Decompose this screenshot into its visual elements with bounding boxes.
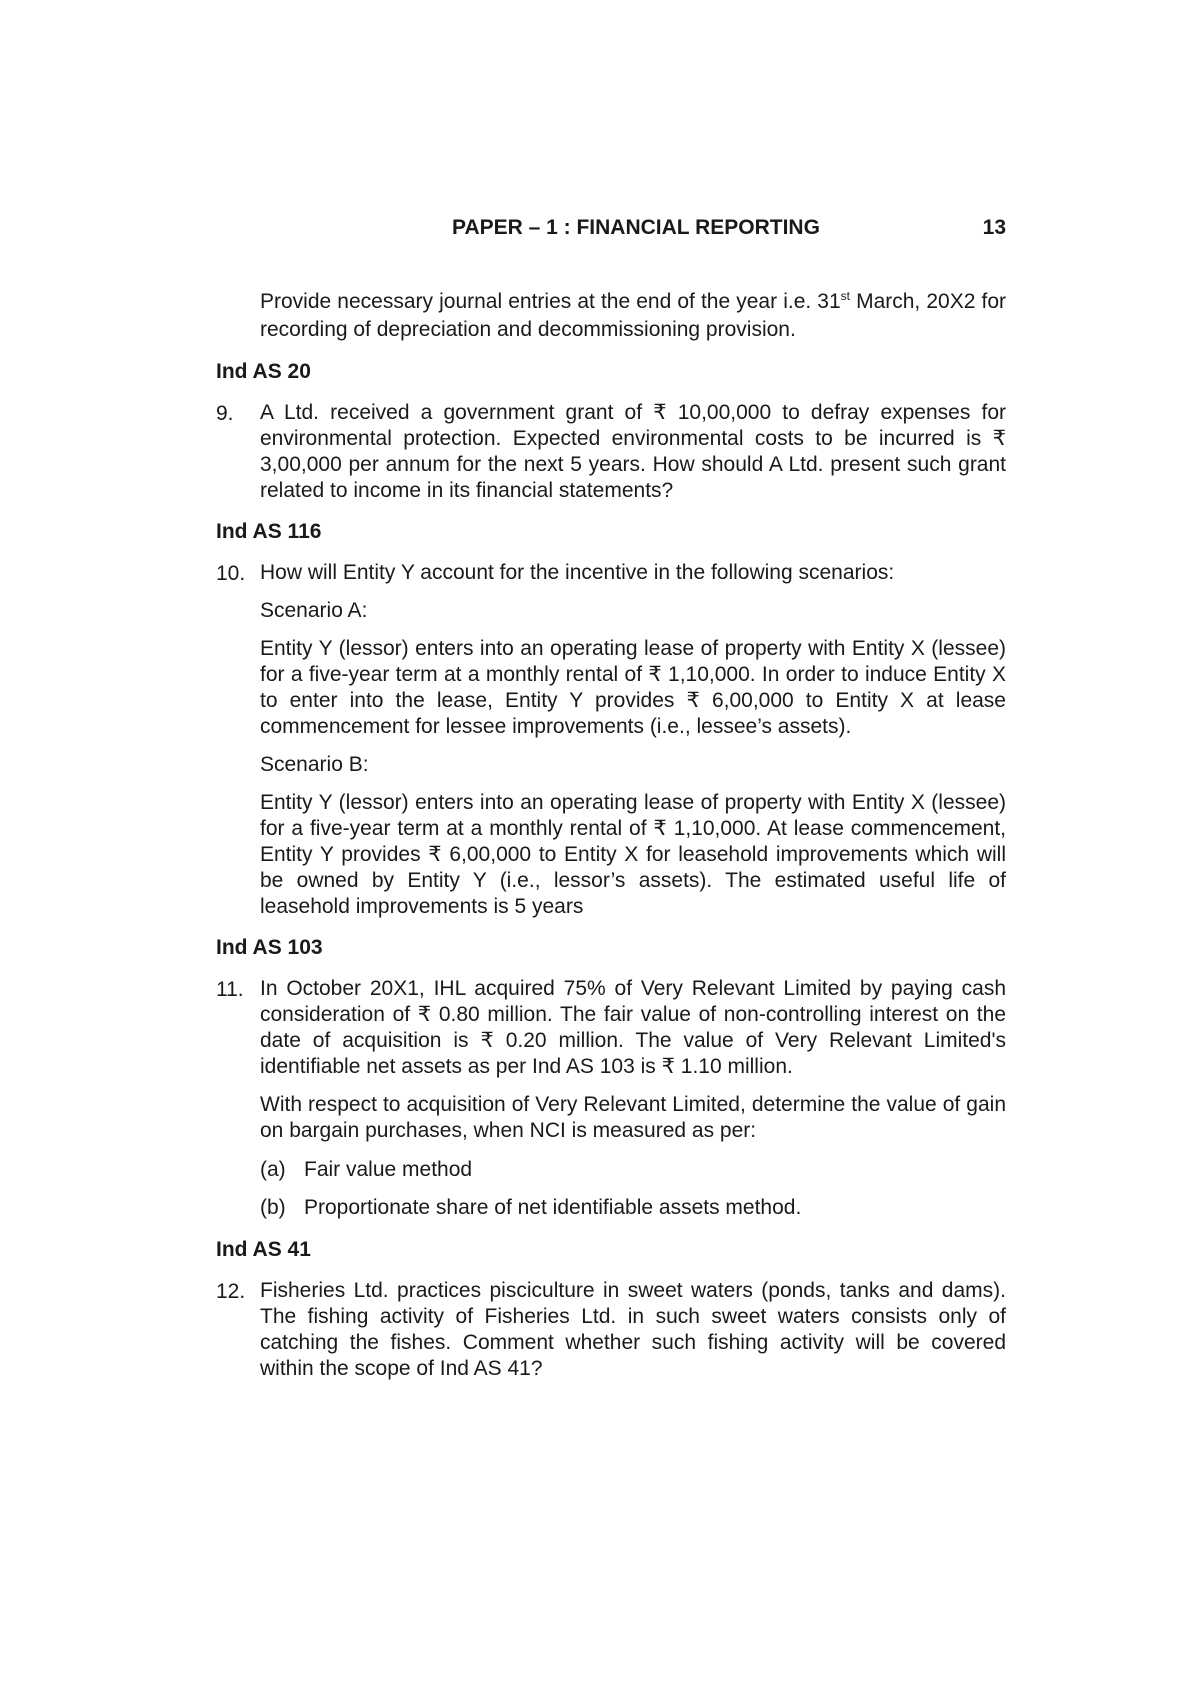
section-heading-ind-as-41: Ind AS 41 (216, 1238, 311, 1261)
question-text: Fisheries Ltd. practices pisciculture in sweet waters (ponds, tanks and dams). The fishing activity of Fisheries Ltd. in such sweet waters consists only of catching the fishes. Comment whether such fishing activity will be covered within the scope of Ind AS 41? (260, 1279, 1006, 1380)
option-label: (b) (260, 1196, 286, 1219)
option-text: Proportionate share of net identifiable assets method. (304, 1196, 802, 1219)
question-number: 10. (216, 562, 246, 585)
paper-title: PAPER – 1 : FINANCIAL REPORTING (452, 216, 820, 239)
question-text: A Ltd. received a government grant of ₹ 10,00,000 to defray expenses for environmental protection. Expected environmental costs to be incurred is ₹ 3,00,000 per annum for the next 5 years. How should A Ltd. present such grant related to income in its financial statements? (260, 401, 1006, 502)
scenario-a-text: Entity Y (lessor) enters into an operating lease of property with Entity X (lessee) for a five-year term at a monthly rental of ₹ 1,10,000. In order to induce Entity X to enter into the lease, Entity Y provides ₹ 6,00,000 to Entity X at lease commencement for lessee improvements (i.e., lessee’s assets). (260, 637, 1006, 738)
page-number: 13 (982, 216, 1006, 239)
question-text: In October 20X1, IHL acquired 75% of Very Relevant Limited by paying cash consideration of ₹ 0.80 million. The fair value of non-controlling interest on the date of acquisition is ₹ 0.20 million. The value of Very Relevant Limited's identifiable net assets as per Ind AS 103 is ₹ 1.10 million. (260, 977, 1006, 1078)
option-label: (a) (260, 1158, 286, 1181)
scenario-b-label: Scenario B: (260, 753, 369, 776)
question-10 (216, 560, 1006, 920)
intro-superscript: st (840, 289, 850, 303)
option-b (260, 1194, 1006, 1222)
question-11 (216, 976, 1006, 1144)
intro-paragraph (260, 288, 1006, 344)
scenario-b-text: Entity Y (lessor) enters into an operating lease of property with Entity X (lessee) for a five-year term at a monthly rental of ₹ 1,10,000. At lease commencement, Entity Y provides ₹ 6,00,000 to Entity X for leasehold improvements which will be owned by Entity Y (i.e., lessor’s assets). The estimated useful life of leasehold improvements is 5 years (260, 791, 1006, 918)
page-content (216, 288, 1006, 1394)
intro-text-before: Provide necessary journal entries at the end of the year i.e. 31 (260, 290, 841, 313)
question-number: 12. (216, 1280, 246, 1303)
option-a (260, 1156, 1006, 1184)
option-text: Fair value method (304, 1158, 473, 1181)
question-text-continued: With respect to acquisition of Very Relevant Limited, determine the value of gain on bargain purchases, when NCI is measured as per: (260, 1093, 1006, 1142)
intro-text-after: March, 20X2 for recording of depreciation and decommissioning provision. (260, 290, 1007, 341)
question-9 (216, 400, 1006, 504)
question-number: 9. (216, 402, 234, 425)
section-heading-ind-as-20: Ind AS 20 (216, 360, 311, 383)
question-text: How will Entity Y account for the incentive in the following scenarios: (260, 561, 895, 584)
question-number: 11. (216, 978, 244, 1001)
section-heading-ind-as-116: Ind AS 116 (216, 520, 322, 543)
scenario-a-label: Scenario A: (260, 599, 368, 622)
section-heading-ind-as-103: Ind AS 103 (216, 936, 323, 959)
question-12 (216, 1278, 1006, 1382)
